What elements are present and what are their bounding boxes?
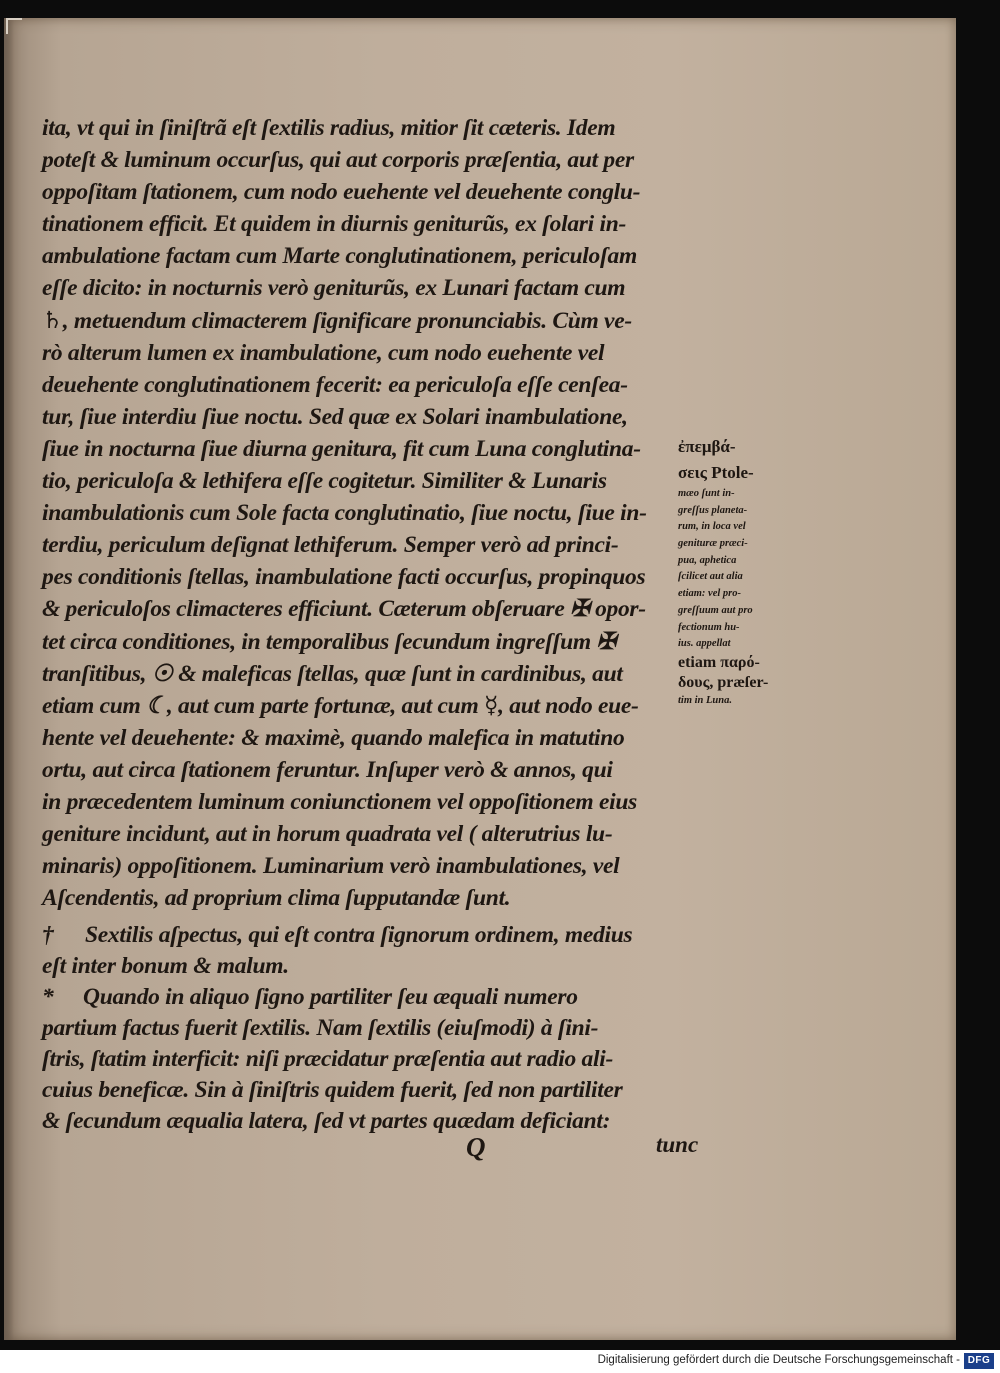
text-line: ita, vt qui in ſiniſtrã eſt ſextilis radius, mitior ſit cæteris. Idem <box>42 115 616 141</box>
text-line: minaris) oppoſitionem. Luminarium verò inambulationes, vel <box>42 853 620 880</box>
marginal-note-line: σεις Ptole- <box>678 463 754 482</box>
text-line: etiam cum ☾, aut cum parte fortunæ, aut cum ☿, aut nodo eue- <box>42 692 639 719</box>
text-line: ſiue in nocturna ſiue diurna genitura, fit cum Luna conglutina- <box>42 435 641 462</box>
text-line: Aſcendentis, ad proprium clima ſupputandæ ſunt. <box>42 885 511 912</box>
note-dagger-line <box>42 920 692 951</box>
text-line: terdiu, periculum deſignat lethiferum. Semper verò ad princi- <box>42 532 619 559</box>
marginal-note-line: etiam παρό- <box>678 653 760 671</box>
note-asterisk-line <box>42 982 692 1013</box>
marginal-note-line: greſſus planeta- <box>678 504 748 516</box>
marginal-note-line: greſſuum aut pro <box>678 604 753 616</box>
text-line: hente vel deuehente: & maximè, quando malefica in matutino <box>42 724 625 751</box>
text-line: deuehente conglutinationem fecerit: ea periculoſa eſſe cenſea- <box>42 371 628 398</box>
text-line: tranſitibus, ☉ & maleficas ſtellas, quæ ſunt in cardinibus, aut <box>42 660 623 687</box>
note-text-line: & ſecundum æqualia latera, ſed vt partes quædam deficiant: <box>42 1108 611 1135</box>
marginal-note-line: pua, aphetica <box>678 554 737 566</box>
marginal-note-line: fectionum hu- <box>678 621 740 633</box>
marginal-note-line: δους, præſer- <box>678 673 769 691</box>
text-line: rò alterum lumen ex inambulatione, cum nodo euehente vel <box>42 339 605 366</box>
marginal-note-line: ius. appellat <box>678 638 731 650</box>
text-line: tinationem efficit. Et quidem in diurnis geniturũs, ex ſolari in- <box>42 211 626 238</box>
text-line: oppoſitam ſtationem, cum nodo euehente vel deuehente conglu- <box>42 179 641 206</box>
text-line: poteſt & luminum occurſus, qui aut corporis præſentia, aut per <box>42 147 634 174</box>
note-text-line: ſtris, ſtatim interficit: niſi præcidatur præſentia aut radio ali- <box>42 1046 613 1073</box>
note-mark-dagger: † <box>42 922 54 949</box>
marginal-note-line: mæo ſunt in- <box>678 488 735 499</box>
text-line: geniture incidunt, aut in horum quadrata vel ( alterutrius lu- <box>42 821 613 848</box>
text-line: ortu, aut circa ſtationem feruntur. Inſuper verò & annos, qui <box>42 756 613 783</box>
note-text: Sextilis aſpectus, qui eſt contra ſignorum ordinem, medius <box>85 922 633 949</box>
text-line: inambulationis cum Sole facta conglutinatio, ſiue noctu, ſiue in- <box>42 500 647 527</box>
note-text-line: eſt inter bonum & malum. <box>42 953 289 980</box>
text-line: ambulatione factam cum Marte conglutinationem, periculoſam <box>42 243 637 270</box>
text-line: ♄, metuendum climacterem ſignificare pronunciabis. Cùm ve- <box>42 307 632 334</box>
page-corner-mark <box>6 18 22 34</box>
signature-mark: Q <box>466 1132 486 1162</box>
note-text-line: partium factus fuerit ſextilis. Nam ſextilis (eiuſmodi) à ſini- <box>42 1015 599 1042</box>
text-line: tio, periculoſa & lethifera eſſe cogitetur. Similiter & Lunaris <box>42 468 607 495</box>
footer-bar <box>0 1350 1000 1373</box>
text-line: in præcedentem luminum coniunctionem vel oppoſitionem eius <box>42 788 637 815</box>
note-mark-asterisk: * <box>42 984 54 1011</box>
marginal-note-line: etiam: vel pro- <box>678 588 741 600</box>
dfg-logo[interactable]: DFG <box>964 1353 994 1369</box>
note-text: Quando in aliquo ſigno partiliter ſeu æquali numero <box>83 984 578 1011</box>
text-line: tur, ſiue interdiu ſiue noctu. Sed quæ ex Solari inambulatione, <box>42 403 628 430</box>
marginal-note-line: ſcilicet aut alia <box>678 571 743 583</box>
main-text-block <box>42 112 692 1137</box>
text-line: eſſe dicito: in nocturnis verò geniturũs, ex Lunari factam cum <box>42 275 626 302</box>
text-line: pes conditionis ſtellas, inambulatione facti occurſus, propinquos <box>42 564 646 591</box>
marginal-note <box>678 434 788 710</box>
page-gutter-shadow <box>4 18 14 1340</box>
marginal-note-line: genituræ præci- <box>678 538 748 550</box>
catchword: tunc <box>656 1132 699 1157</box>
text-line: tet circa conditiones, in temporalibus ſecundum ingreſſum ✠ <box>42 628 616 655</box>
page-foot-row <box>440 1132 699 1164</box>
marginal-note-line: ἐπεμβά- <box>678 437 736 456</box>
marginal-note-line: rum, in loca vel <box>678 521 746 533</box>
marginal-note-line: tim in Luna. <box>678 694 732 706</box>
text-line: & periculoſos climacteres efficiunt. Cæterum obſeruare ✠ opor- <box>42 596 646 623</box>
funding-credit: Digitalisierung gefördert durch die Deutsche Forschungsgemeinschaft - <box>597 1354 960 1366</box>
note-text-line: cuius beneficæ. Sin à ſiniſtris quidem fuerit, ſed non partiliter <box>42 1077 623 1104</box>
